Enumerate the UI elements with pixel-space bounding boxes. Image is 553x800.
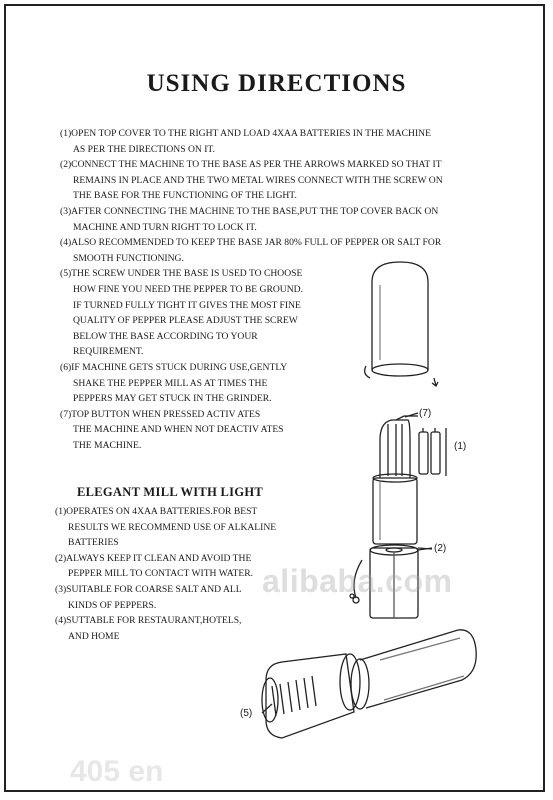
machine-body-illustration (373, 416, 418, 544)
assembled-mill-illustration (262, 630, 476, 738)
top-cover-illustration (365, 262, 438, 386)
callout-1-label: (1) (454, 441, 467, 452)
feature-4-line-1: (4)SUTTABLE FOR RESTAURANT,HOTELS, (55, 615, 242, 627)
direction-7-line-2: THE MACHINE AND WHEN NOT DEACTIV ATES (73, 424, 284, 436)
direction-5-line-4: QUALITY OF PEPPER PLEASE ADJUST THE SCREW (73, 315, 298, 327)
feature-2-line-1: (2)ALWAYS KEEP IT CLEAN AND AVOID THE (55, 552, 252, 564)
direction-5-line-3: IF TURNED FULLY TIGHT IT GIVES THE MOST FINE (73, 299, 301, 311)
callout-5-label: (5) (240, 708, 253, 719)
feature-1-line-3: BATTERIES (68, 537, 119, 549)
page-title: USING DIRECTIONS (146, 70, 407, 97)
callout-2-label: (2) (434, 543, 447, 554)
direction-2-line-1: (2)CONNECT THE MACHINE TO THE BASE AS PER THE ARROWS MARKED SO THAT IT (60, 159, 442, 171)
direction-6-line-2: SHAKE THE PEPPER MILL AS AT TIMES THE (73, 377, 268, 389)
watermark: alibaba.com (262, 563, 453, 599)
direction-2-line-2: REMAINS IN PLACE AND THE TWO METAL WIRES CONNECT WITH THE SCREW ON (73, 174, 443, 186)
direction-3-line-1: (3)AFTER CONNECTING THE MACHINE TO THE BASE,PUT THE TOP COVER BACK ON (60, 205, 439, 217)
direction-1-line-1: (1)OPEN TOP COVER TO THE RIGHT AND LOAD 4XAA BATTERIES IN THE MACHINE (60, 128, 431, 139)
direction-4-line-2: SMOOTH FUNCTIONING. (73, 252, 184, 264)
direction-6-line-1: (6)IF MACHINE GETS STUCK DURING USE,GENTLY (60, 361, 288, 373)
direction-2-line-3: THE BASE FOR THE FUNCTIONING OF THE LIGHT. (73, 190, 297, 202)
section-subtitle: ELEGANT MILL WITH LIGHT (77, 485, 264, 499)
direction-3-line-2: MACHINE AND TURN RIGHT TO LOCK IT. (73, 221, 257, 233)
direction-7-line-3: THE MACHINE. (73, 439, 142, 451)
feature-1-line-2: RESULTS WE RECOMMEND USE OF ALKALINE (68, 521, 277, 533)
direction-1-line-2: AS PER THE DIRECTIONS ON IT. (73, 143, 215, 155)
watermark-small: 405 en (70, 755, 164, 788)
feature-3-line-1: (3)SUITABLE FOR COARSE SALT AND ALL (55, 583, 242, 595)
direction-5-line-1: (5)THE SCREW UNDER THE BASE IS USED TO CHOOSE (60, 268, 303, 280)
direction-5-line-5: BELOW THE BASE ACCORDING TO YOUR (73, 330, 258, 342)
batteries-illustration (419, 428, 446, 476)
callout-7-label: (7) (419, 408, 432, 419)
direction-4-line-1: (4)ALSO RECOMMENDED TO KEEP THE BASE JAR 80% FULL OF PEPPER OR SALT FOR (60, 237, 442, 249)
callout-5-leader (262, 704, 272, 713)
direction-6-line-3: PEPPERS MAY GET STUCK IN THE GRINDER. (73, 393, 272, 405)
feature-2-line-2: PEPPER MILL TO CONTACT WITH WATER. (68, 568, 254, 580)
direction-5-line-6: REQUIREMENT. (73, 346, 144, 358)
feature-1-line-1: (1)OPERATES ON 4XAA BATTERIES.FOR BEST (55, 506, 258, 517)
direction-5-line-2: HOW FINE YOU NEED THE PEPPER TO BE GROUND. (73, 283, 303, 295)
feature-3-line-2: KINDS OF PEPPERS. (68, 599, 157, 611)
direction-7-line-1: (7)TOP BUTTON WHEN PRESSED ACTIV ATES (60, 408, 261, 420)
feature-4-line-2: AND HOME (68, 630, 120, 642)
